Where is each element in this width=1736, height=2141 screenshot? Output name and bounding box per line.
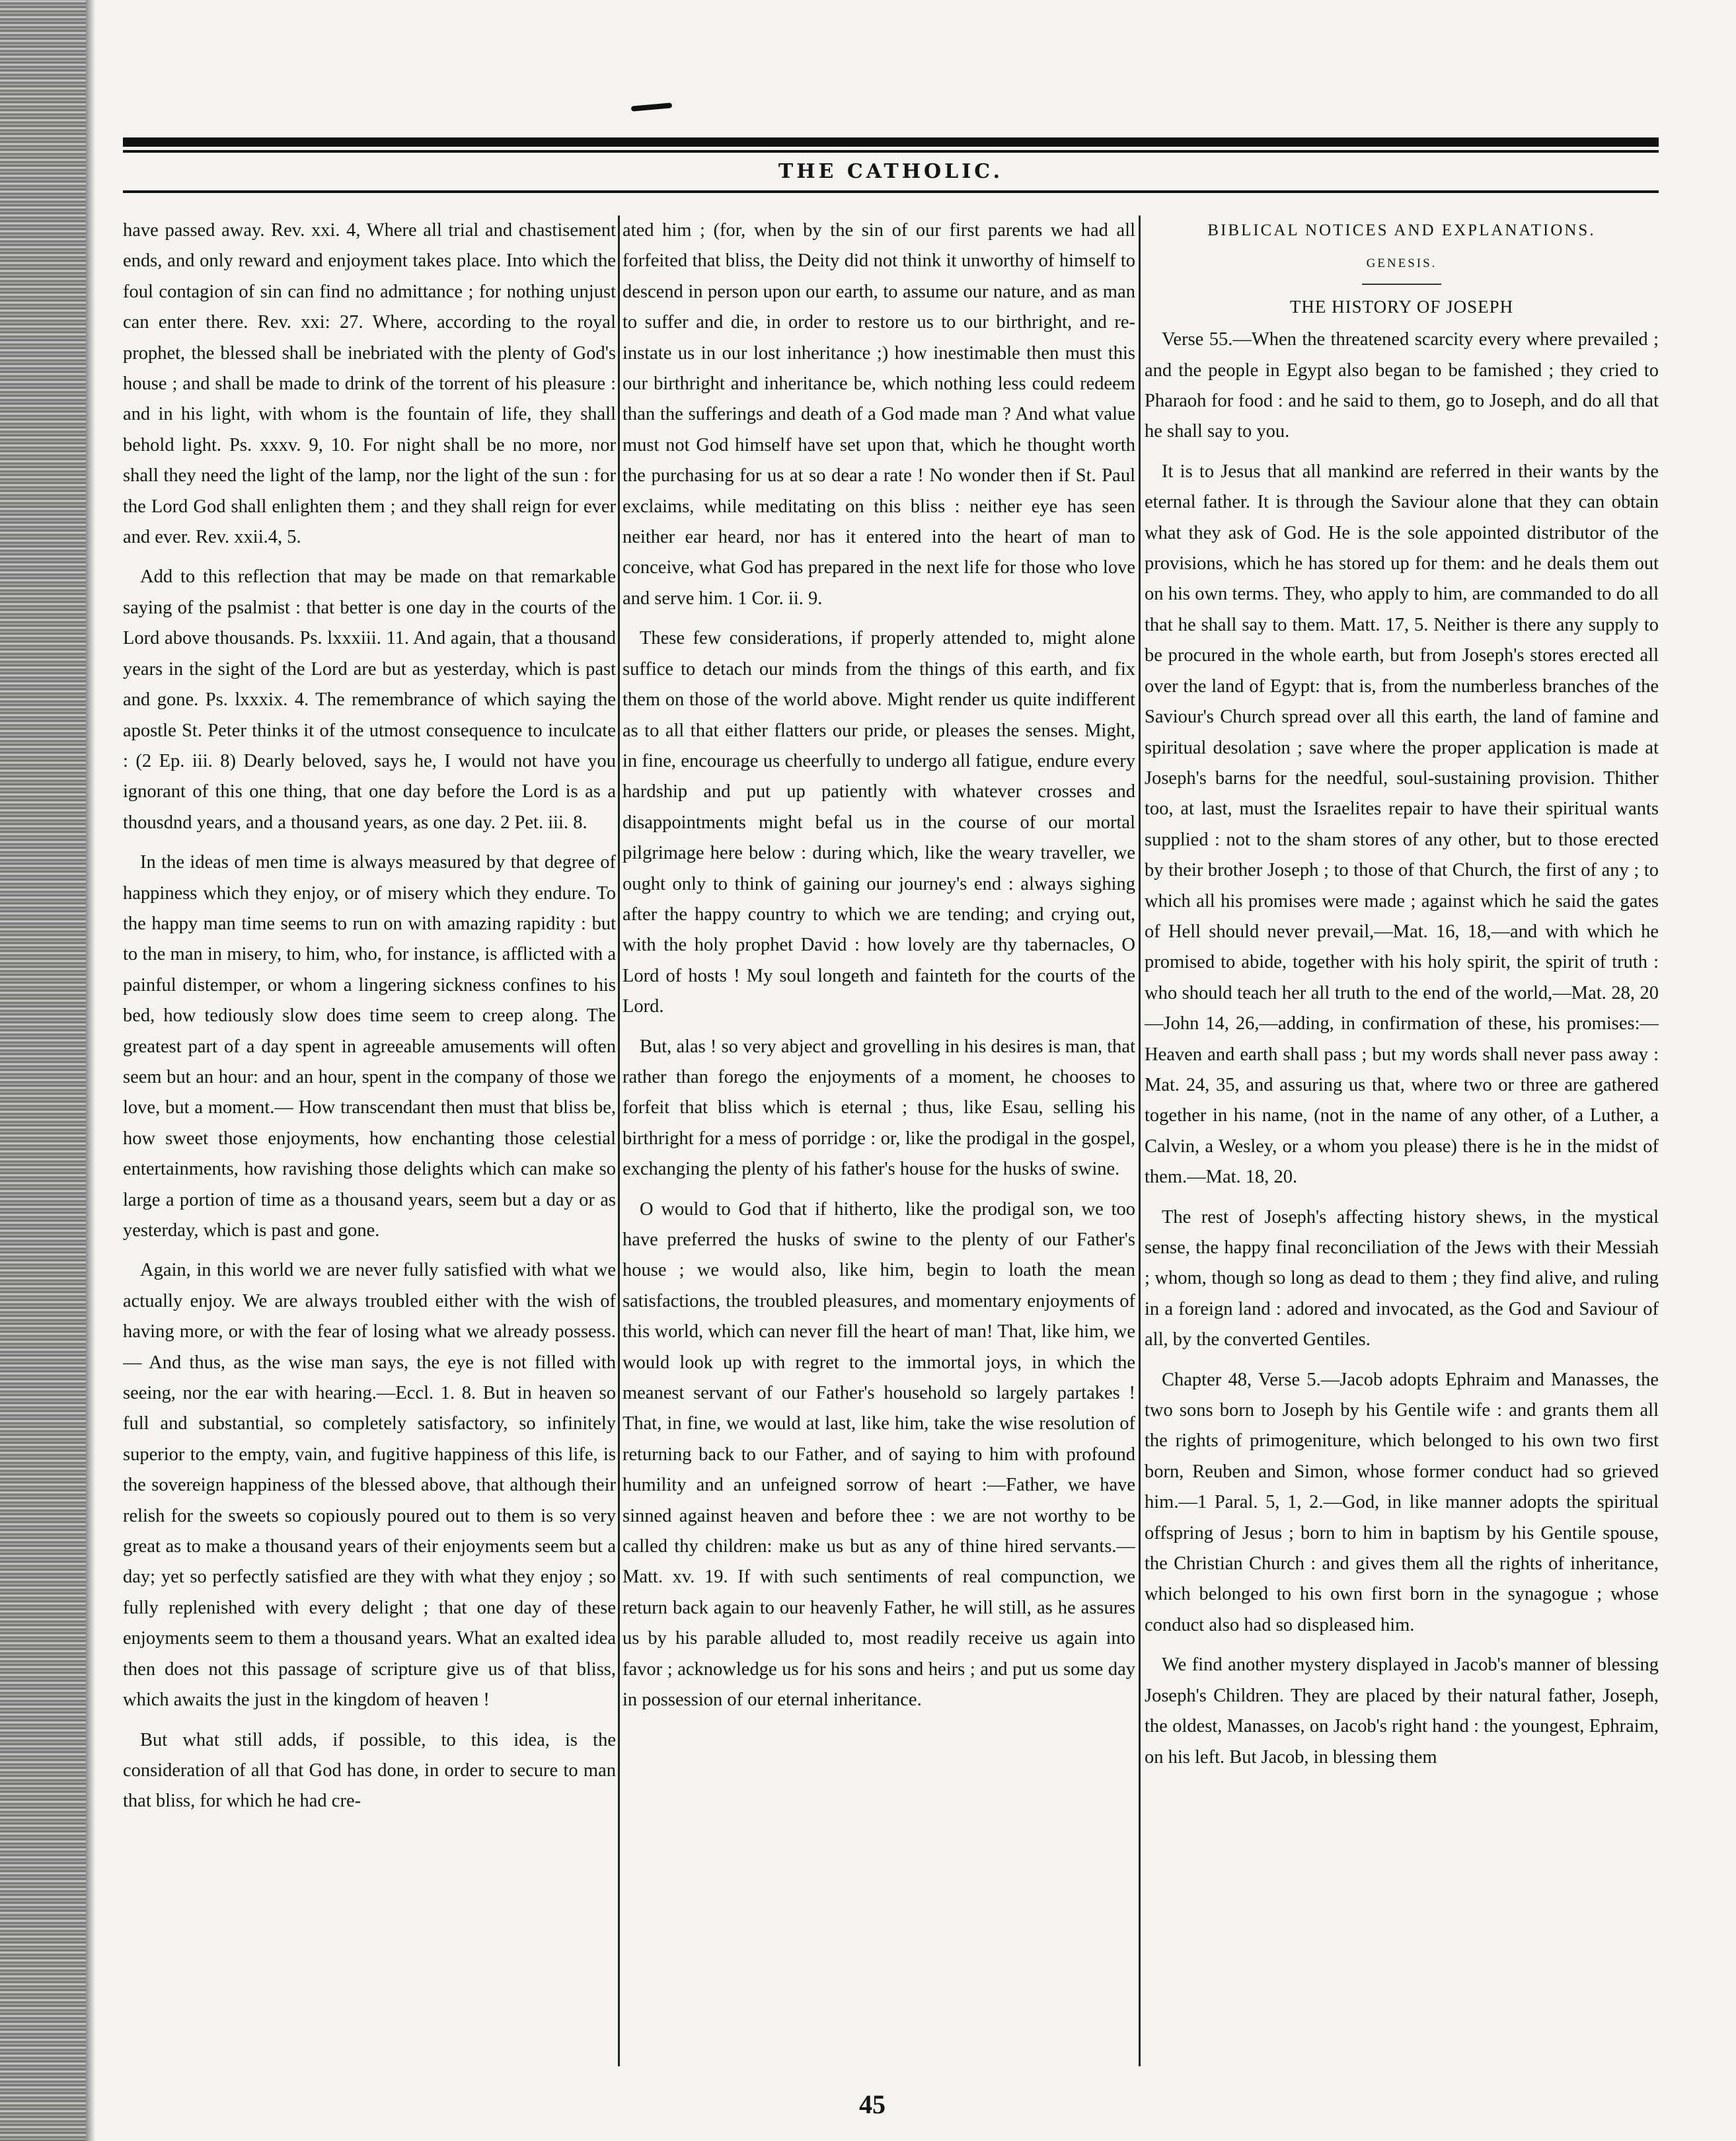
paragraph: Verse 55.—When the threatened scarcity every where prevailed ; and the people in Egypt also began to be famished ; they cried to Pharaoh for food : and he said to them, go to Joseph, and do all that he shall say to you.: [1145, 329, 1659, 442]
paragraph: These few considerations, if properly attended to, might alone suffice to detach our minds from the things of this earth, and fix them on those of the world above. Might render us quite indifferent as to all that either flatters our pride, or pleases the senses. Might, in fine, encourage us cheerfully to undergo all fatigue, endure every hardship and put up patiently with whatever crosses and disappointments might befal us in the course of our mortal pilgrimage here below : during which, like the weary traveller, we ought only to think of gaining our journey's end : always sighing after the happy country to which we are tending; and crying out, with the holy prophet David : how lovely are thy tabernacles, O Lord of hosts ! My soul longeth and fainteth for the courts of the Lord.: [623, 628, 1135, 1017]
column-divider: [1139, 215, 1141, 2066]
column-2: [623, 215, 1135, 2066]
section-subtitle: GENESIS.: [1366, 256, 1437, 271]
paragraph: It is to Jesus that all mankind are referred in their wants by the eternal father. It is through the Saviour alone that they can obtain what they ask of God. He is the sole appointed distributor of the provisions, which he has stored up for them: and he deals them out on his own terms. They, who apply to him, are commanded to do all that he shall say to them. Matt. 17, 5. Neither is there any supply to be procured in the whole earth, but from Joseph's stores erected all over the land of Egypt: that is, from the numberless branches of the Saviour's Church spread over all this earth, the land of famine and spiritual desolation ; save where the proper application is made at Joseph's barns for the needful, soul-sustaining provision. Thither too, at last, must the Israelites repair to have their spiritual wants supplied : not to the sham stores of any other, but to those erected by their brother Joseph ; to those of that Church, the first of any ; to which all his promises were made ; against which he said the gates of Hell should never prevail,—Mat. 16, 18,—and with which he promised to abide, together with his holy spirit, the spirit of truth : who should teach her all truth to the end of the world,—Mat. 28, 20—John 14, 26,—adding, in confirmation of these, his promises:—Heaven and earth shall pass ; but my words shall never pass away : Mat. 24, 35, and assuring us that, where two or three are gathered together in his name, (not in the name of any other, of a Luther, a Calvin, a Wesley, or a whom you please) there is he in the midst of them.—Mat. 18, 20.: [1145, 461, 1659, 1188]
section-rule: [1362, 284, 1441, 285]
column-3: [1145, 215, 1659, 2066]
paragraph: Add to this reflection that may be made on that remarkable saying of the psalmist : that better is one day in the courts of the Lord above thousands. Ps. lxxxiii. 11. And again, that a thousand years in the sight of the Lord are but as yesterday, which is past and gone. Ps. lxxxix. 4. The remembrance of which saying the apostle St. Peter thinks it of the utmost consequence to inculcate : (2 Ep. iii. 8) Dearly beloved, says he, I would not have you ignorant of this one thing, that one day before the Lord is as a thousdnd years, and a thousand years, as one day. 2 Pet. iii. 8.: [123, 566, 616, 833]
paragraph: have passed away. Rev. xxi. 4, Where all trial and chastisement ends, and only reward and enjoyment takes place. Into which the foul contagion of sin can find no admittance ; for nothing unjust can enter there. Rev. xxi: 27. Where, according to the royal prophet, the blessed shall be inebriated with the plenty of God's house ; and shall be made to drink of the torrent of his pleasure : and in his light, with whom is the fountain of life, they shall behold light. Ps. xxxv. 9, 10. For night shall be no more, nor shall they need the light of the lamp, nor the light of the sun : for the Lord God shall enlighten them ; and they shall reign for ever and ever. Rev. xxii.4, 5.: [123, 220, 616, 548]
masthead-title: THE CATHOLIC.: [778, 160, 1004, 183]
paragraph: In the ideas of men time is always measured by that degree of happiness which they enjoy, or of misery which they endure. To the happy man time seems to run on with amazing rapidity : but to the man in misery, to him, who, for instance, is afflicted with a painful distemper, or whom a lingering sickness confines to his bed, how tediously slow does time seem to creep along. The greatest part of a day spent in agreeable amusements will often seem but an hour: and an hour, spent in the company of those we love, but a moment.— How transcendant then must that bliss be, how sweet those enjoyments, how enchanting those celestial entertainments, how ravishing those delights which can make so large a portion of time as a thousand years, seem but a day or as yesterday, which is past and gone.: [123, 852, 616, 1241]
paragraph: But, alas ! so very abject and grovelling in his desires is man, that rather than forego the enjoyments of a moment, he chooses to forfeit that bliss which is eternal ; thus, like Esau, selling his birthright for a mess of porridge : or, like the prodigal in the gospel, exchanging the plenty of his father's house for the husks of swine.: [623, 1036, 1135, 1180]
column-divider: [618, 215, 620, 2066]
paragraph: Chapter 48, Verse 5.—Jacob adopts Ephraim and Manasses, the two sons born to Joseph by his Gentile wife : and grants them all the rights of primogeniture, which belonged to his own two first born, Reuben and Simon, whose former conduct had so grieved him.—1 Paral. 5, 1, 2.—God, in like manner adopts the spiritual offspring of Jesus ; born to him in baptism by his Gentile spouse, the Christian Church : and gives them all the rights of inheritance, which belonged to his own first born in the synagogue ; whose conduct also had so displeased him.: [1145, 1369, 1659, 1635]
paragraph: Again, in this world we are never fully satisfied with what we actually enjoy. We are always troubled either with the wish of having more, or with the fear of losing what we already possess.— And thus, as the wise man says, the eye is not filled with seeing, nor the ear with hearing.—Eccl. 1. 8. But in heaven so full and substantial, so completely satisfactory, so infinitely superior to the empty, vain, and fugitive happiness of this life, is the sovereign happiness of the blessed above, that although their relish for the sweets so copiously poured out to them is so very great as to make a thousand years of their enjoyments seem but a day; yet so perfectly satisfied are they with what they enjoy ; so fully replenished with every delight ; that one day of these enjoyments seem to them a thousand years. What an exalted idea then does not this passage of scripture give us of that bliss, which awaits the just in the kingdom of heaven !: [123, 1260, 616, 1711]
page-number: 45: [859, 2089, 886, 2119]
ink-mark: [631, 102, 672, 111]
header-rule-thin: [123, 150, 1659, 153]
column-1: [123, 215, 616, 2066]
masthead-rule: [123, 190, 1659, 193]
paragraph: But what still adds, if possible, to this idea, is the consideration of all that God has done, in order to secure to man that bliss, for which he had cre-: [123, 1729, 616, 1812]
paragraph: We find another mystery displayed in Jacob's manner of blessing Joseph's Children. They are placed by their natural father, Joseph, the oldest, Manasses, on Jacob's right hand : the youngest, Ephraim, on his left. But Jacob, in blessing them: [1145, 1654, 1659, 1768]
paragraph: ated him ; (for, when by the sin of our first parents we had all forfeited that bliss, the Deity did not think it unworthy of himself to descend in person upon our earth, to assume our nature, and as man to suffer and die, in order to restore us to our birthright, and re-instate us in our lost inheritance ;) how inestimable then must this our birthright and inheritance be, which nothing less could redeem than the sufferings and death of a God made man ? And what value must not God himself have set upon that, which he thought worth the purchasing for us at so dear a rate ! No wonder then if St. Paul exclaims, while meditating on this bliss : neither eye has seen neither ear heard, nor has it entered into the heart of man to conceive, what God has prepared in the next life for those who love and serve him. 1 Cor. ii. 9.: [623, 220, 1135, 609]
paragraph: O would to God that if hitherto, like the prodigal son, we too have preferred the husks of swine to the plenty of our Father's house ; we would also, like him, begin to loath the mean satisfactions, the troubled pleasures, and momentary enjoyments of this world, which can never fill the heart of man! That, like him, we would look up with regret to the immortal joys, in which the meanest servant of our Father's household so largely partakes ! That, in fine, we would at last, like him, take the wise resolution of returning back to our Father, and of saying to him with profound humility and an unfeigned sorrow of heart :—Father, we have sinned against heaven and before thee : we are not worthy to be called thy children: make us but as any of thine hired servants.—Matt. xv. 19. If with such sentiments of real compunction, we return back again to our heavenly Father, he will still, as he assures us by his parable alluded to, most readily receive us again into favor ; acknowledge us for his sons and heirs ; and put us some day in possession of our eternal inheritance.: [623, 1198, 1135, 1711]
paragraph: The rest of Joseph's affecting history shews, in the mystical sense, the happy final reconciliation of the Jews with their Messiah ; whom, though so long as dead to them ; they find alive, and ruling in a foreign land : adored and invocated, as the God and Saviour of all, by the converted Gentiles.: [1145, 1206, 1659, 1350]
section-title: BIBLICAL NOTICES AND EXPLANATIONS.: [1207, 221, 1596, 239]
header-rule-thick: [123, 137, 1659, 147]
article-heading: THE HISTORY OF JOSEPH: [1289, 296, 1514, 317]
binding-shadow: [86, 0, 95, 2141]
binding-edge: [0, 0, 86, 2141]
